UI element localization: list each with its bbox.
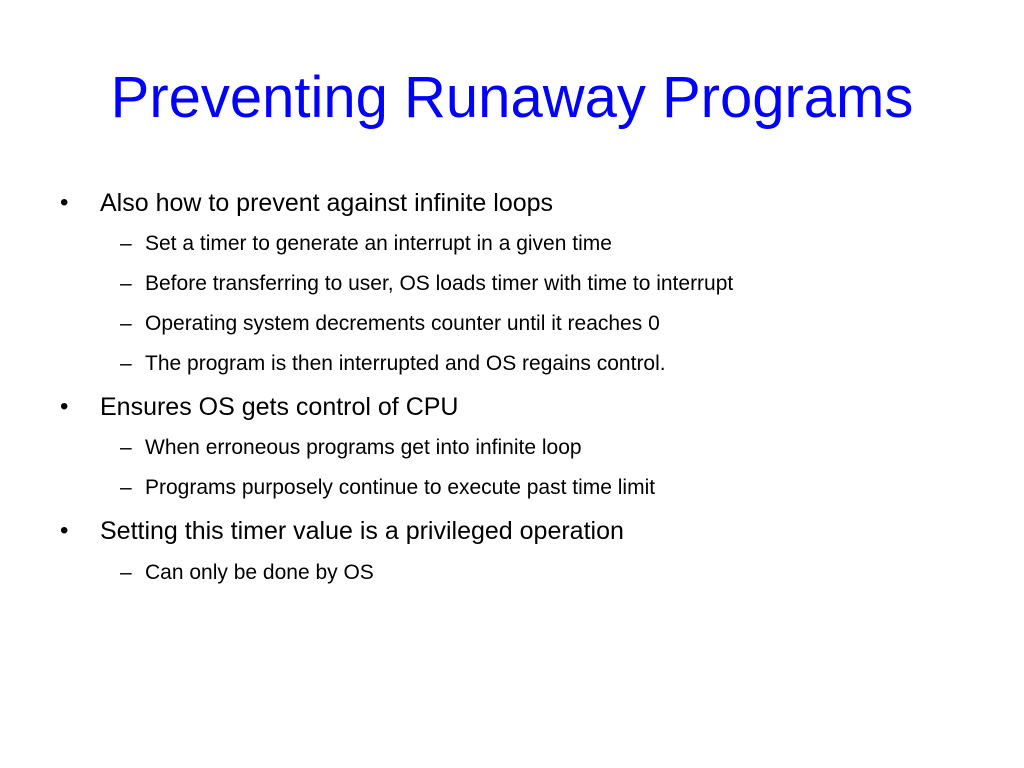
dash-marker: – <box>120 476 132 499</box>
sub-bullet-item <box>0 229 1024 259</box>
sub-bullet-text: The program is then interrupted and OS regains control. <box>145 352 666 375</box>
bullet-text: Also how to prevent against infinite loops <box>100 189 554 217</box>
dash-marker: – <box>120 561 132 584</box>
dash-marker: – <box>120 312 132 335</box>
bullet-item <box>0 390 1024 424</box>
sub-bullet-text: Operating system decrements counter until it reaches 0 <box>145 312 660 335</box>
sub-bullet-text: Programs purposely continue to execute past time limit <box>145 476 656 499</box>
bullet-text: Setting this timer value is a privileged operation <box>100 517 624 545</box>
bullet-marker: • <box>60 517 69 544</box>
sub-bullet-item <box>0 433 1024 463</box>
dash-marker: – <box>120 272 132 295</box>
sub-bullet-item <box>0 309 1024 339</box>
bullet-text: Ensures OS gets control of CPU <box>100 393 459 421</box>
slide-title: Preventing Runaway Programs <box>110 65 914 130</box>
sub-bullet-item <box>0 473 1024 503</box>
dash-marker: – <box>120 436 132 459</box>
bullet-marker: • <box>60 393 69 420</box>
sub-bullet-text: Can only be done by OS <box>145 561 374 584</box>
sub-bullet-item <box>0 349 1024 379</box>
bullet-item <box>0 186 1024 220</box>
bullet-item <box>0 514 1024 548</box>
dash-marker: – <box>120 232 132 255</box>
sub-bullet-item <box>0 269 1024 299</box>
dash-marker: – <box>120 352 132 375</box>
sub-bullet-text: Before transferring to user, OS loads timer with time to interrupt <box>145 272 734 295</box>
bullet-marker: • <box>60 189 69 216</box>
sub-bullet-item <box>0 558 1024 588</box>
sub-bullet-text: Set a timer to generate an interrupt in a given time <box>145 232 612 255</box>
sub-bullet-text: When erroneous programs get into infinite loop <box>145 436 582 459</box>
